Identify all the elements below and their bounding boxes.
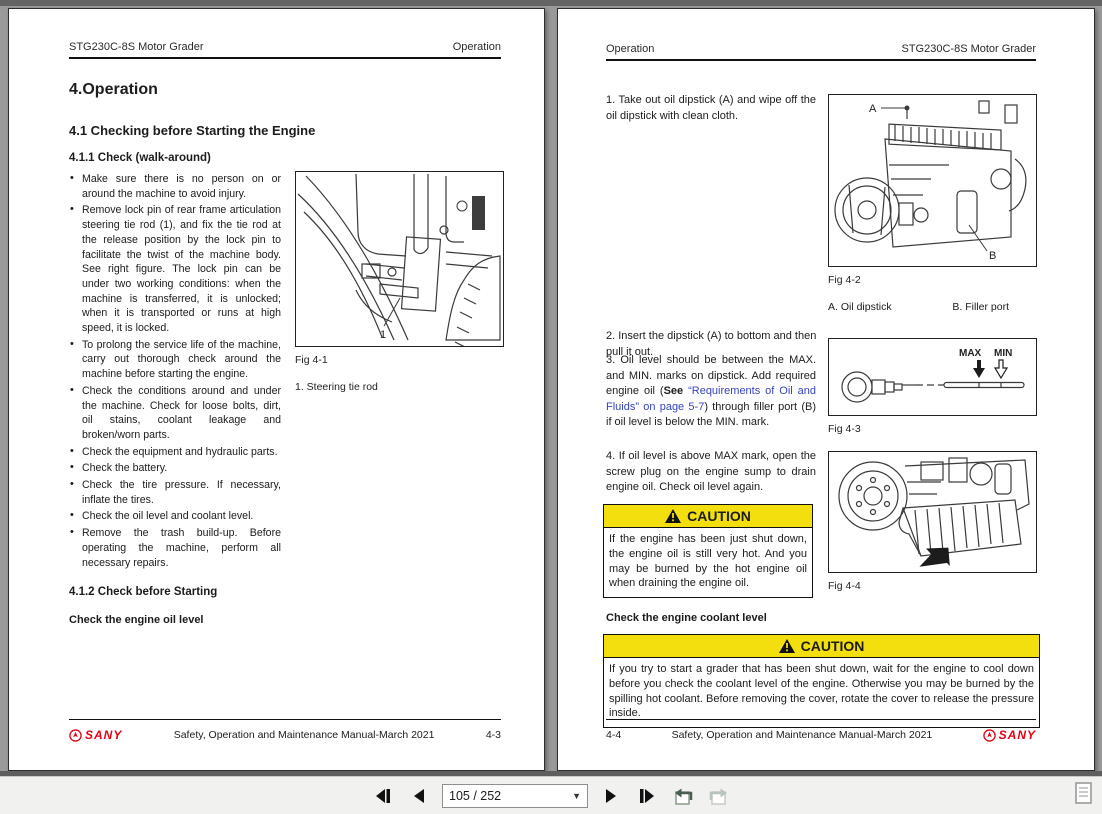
page-left-footer <box>69 728 501 742</box>
fig-4-3-illustration <box>829 339 1036 415</box>
list-item: • Check the oil level and coolant level. <box>69 509 281 524</box>
page-right <box>557 8 1095 771</box>
legend-b: B. Filler port <box>952 301 1009 313</box>
chapter-title: 4.Operation <box>69 81 158 98</box>
fig-4-3-min-label: MIN <box>994 348 1013 359</box>
header-chapter: Operation <box>606 43 655 55</box>
caution-title: CAUTION <box>800 638 865 654</box>
page-left <box>8 8 545 771</box>
fig-4-2-caption: Fig 4-2 <box>828 274 861 286</box>
step-3-see: See <box>663 385 689 397</box>
caution-title: CAUTION <box>687 508 751 524</box>
step-4-text: 4. If oil level is above MAX mark, open the screw plug on the engine sump to drain engine oil. Check oil level again. <box>606 450 816 493</box>
fig-4-1-caption: Fig 4-1 <box>295 354 328 366</box>
footer-rule <box>606 719 1036 720</box>
header-rule <box>606 59 1036 61</box>
subsection-heading: 4.1.1 Check (walk-around) <box>69 152 211 164</box>
sany-logo <box>69 728 122 742</box>
step-3-prefix: 3. Oil level should be between the MAX. and MIN. marks on dipstick. Add required engine oil ( <box>606 354 816 397</box>
min-arrow <box>995 360 1007 378</box>
caution-body: If the engine has been just shut down, the engine oil is still very hot. And you may be burned by the hot engine oil when draining the engine oil. <box>609 533 807 590</box>
fig-4-3-frame <box>828 338 1037 416</box>
fig-4-2-callout-a: A <box>869 103 877 115</box>
caution-box-oil <box>603 504 813 598</box>
page-number: 4-3 <box>485 729 501 741</box>
fig-4-3-caption: Fig 4-3 <box>828 423 861 435</box>
last-page-button[interactable] <box>634 783 660 809</box>
pdf-toolbar <box>0 776 1102 814</box>
page-number-combobox[interactable] <box>442 784 588 808</box>
page-right-footer <box>606 728 1036 742</box>
page-left-header <box>69 41 501 53</box>
last-page-icon <box>638 788 656 804</box>
fig-4-4-illustration <box>829 452 1036 572</box>
viewer-top-strip <box>0 0 1102 6</box>
sump-plug-arrow <box>919 544 952 571</box>
step-2-text: 2. Insert the dipstick (A) to bottom and then pull it out. <box>606 330 817 358</box>
caution-box-coolant <box>603 634 1040 728</box>
fig-4-3-max-label: MAX <box>959 348 982 359</box>
section-heading: 4.1 Checking before Starting the Engine <box>69 123 316 138</box>
page-panel-button[interactable] <box>1075 782 1092 807</box>
fig-4-2-illustration <box>829 95 1036 266</box>
sany-emblem-icon <box>69 729 82 742</box>
next-page-icon <box>604 788 618 804</box>
fig-4-2-legend <box>828 301 1037 313</box>
list-item: • Check the tire pressure. If necessary, inflate the tires. <box>69 478 281 507</box>
caution-header <box>604 505 812 528</box>
figure-4-4-block <box>828 451 1037 592</box>
legend-a: A. Oil dipstick <box>828 301 892 313</box>
warning-triangle-icon <box>779 639 795 653</box>
page-number: 4-4 <box>606 729 622 741</box>
figure-4-3-block <box>828 338 1037 435</box>
list-item: • To prolong the service life of the machine, carry out thorough check around the machine before starting the engine. <box>69 338 281 382</box>
fig-4-2-frame <box>828 94 1037 267</box>
left-text-column <box>69 172 281 626</box>
first-page-button[interactable] <box>370 783 396 809</box>
previous-view-icon <box>672 786 694 806</box>
next-view-button[interactable] <box>706 783 732 809</box>
header-model: STG230C-8S Motor Grader <box>69 41 204 53</box>
fig-4-1-callout: 1 <box>380 329 387 341</box>
list-item: • Check the conditions around and under the machine. Check for loose bolts, dirt, oil stains, coolant leakage and broken/worn parts. <box>69 384 281 443</box>
list-item: • Check the equipment and hydraulic parts. <box>69 445 281 460</box>
warning-triangle-icon <box>665 509 681 523</box>
next-page-button[interactable] <box>598 783 624 809</box>
fig-4-1-frame <box>295 171 504 347</box>
sany-logo <box>983 728 1036 742</box>
fig-4-2-callout-b: B <box>989 250 997 262</box>
previous-view-button[interactable] <box>670 783 696 809</box>
brand-name: SANY <box>998 728 1036 742</box>
footer-rule <box>69 719 501 720</box>
page-right-header <box>606 43 1036 55</box>
oil-fluids-requirements-link[interactable]: “Requirements of Oil and Fluids” on page 5-7 <box>606 385 816 413</box>
fig-4-4-caption: Fig 4-4 <box>828 580 861 592</box>
header-chapter: Operation <box>452 41 501 53</box>
caution-header <box>604 635 1039 658</box>
page-number-value: 105 / 252 <box>449 788 502 803</box>
step-3-suffix: ) through filler port (B) if oil level is below the MIN. mark. <box>606 400 816 428</box>
figure-4-2-block <box>828 94 1037 313</box>
document-panel-icon <box>1075 782 1092 804</box>
list-item: • Remove lock pin of rear frame articulation steering tie rod (1), and fix the tie rod at the release position by the lock pin to facilitate the twist of the machine body. See right figure. The lock pin can be under two working conditions: when the machine is transferred, it is unlocked; when it is transported or runs at high speed, it is locked. <box>69 203 281 335</box>
step-3-text <box>606 353 816 431</box>
previous-page-icon <box>412 788 426 804</box>
caution-body: If you try to start a grader that has been shut down, wait for the engine to cool down before you check the coolant level of the engine. Otherwise you may be burned by the spilling hot coolant. Before removing the cover, rotate the cover to release the pressure inside. <box>609 663 1034 720</box>
list-item: • Make sure there is no person on or around the machine to avoid injury. <box>69 172 281 201</box>
header-model: STG230C-8S Motor Grader <box>901 43 1036 55</box>
max-arrow <box>973 360 985 378</box>
brand-name: SANY <box>85 728 123 742</box>
list-item: • Check the battery. <box>69 461 281 476</box>
footer-title: Safety, Operation and Maintenance Manual-March 2021 <box>671 729 933 741</box>
list-item: • Remove the trash build-up. Before operating the machine, perform all necessary repairs. <box>69 526 281 570</box>
subsection2-heading: 4.1.2 Check before Starting <box>69 586 218 599</box>
step-1-text: 1. Take out oil dipstick (A) and wipe off the oil dipstick with clean cloth. <box>606 94 816 122</box>
footer-title: Safety, Operation and Maintenance Manual-March 2021 <box>173 729 435 741</box>
combobox-dropdown-icon: ▼ <box>572 790 581 801</box>
fig-4-1-legend: 1. Steering tie rod <box>295 381 378 393</box>
walkaround-checklist <box>69 172 281 570</box>
coolant-level-heading: Check the engine coolant level <box>606 612 767 624</box>
oil-level-heading: Check the engine oil level <box>69 614 204 627</box>
fig-4-4-frame <box>828 451 1037 573</box>
sany-emblem-icon <box>983 729 996 742</box>
previous-page-button[interactable] <box>406 783 432 809</box>
figure-column <box>295 171 504 393</box>
header-rule <box>69 57 501 59</box>
first-page-icon <box>374 788 392 804</box>
next-view-icon <box>708 786 730 806</box>
fig-4-1-illustration <box>296 172 503 346</box>
